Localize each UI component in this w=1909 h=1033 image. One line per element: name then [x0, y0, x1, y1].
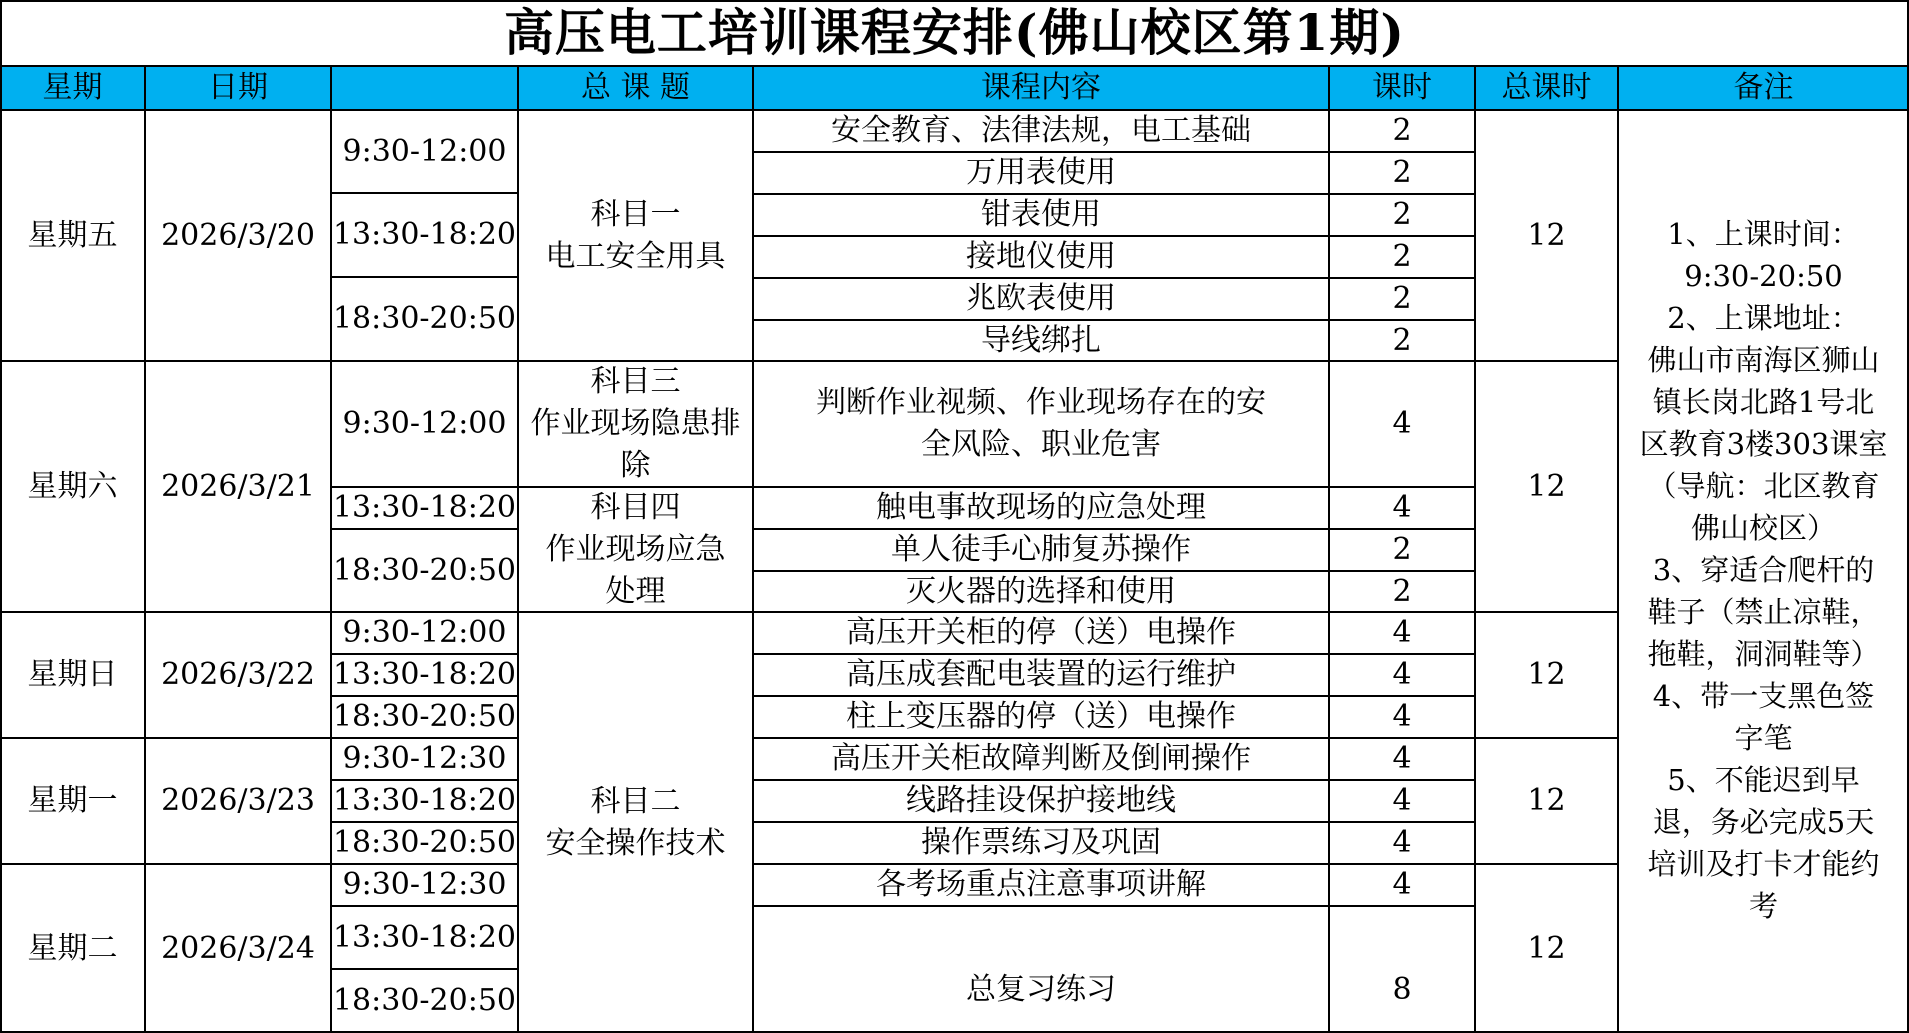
total-hours-cell: 12 — [1527, 217, 1566, 253]
grid-line — [331, 276, 518, 278]
grid-line — [331, 695, 518, 697]
grid-line — [331, 486, 518, 488]
subject-cell: 科目四 作业现场应急 处理 — [545, 489, 726, 609]
grid-line — [331, 737, 518, 739]
grid-line — [331, 653, 518, 655]
course-hours: 2 — [1392, 322, 1412, 358]
total-hours-cell: 12 — [1527, 468, 1566, 504]
total-hours-cell: 12 — [1527, 783, 1566, 818]
grid-line — [753, 653, 1475, 655]
course-hours: 4 — [1392, 657, 1412, 692]
grid-line — [753, 151, 1475, 153]
grid-line — [1328, 66, 1330, 1033]
border-line — [0, 65, 1909, 67]
course-hours: 4 — [1392, 867, 1412, 902]
total-hours-cell: 12 — [1527, 657, 1566, 692]
grid-line — [753, 737, 1475, 739]
border-line — [0, 0, 2, 1033]
time-slot: 18:30-20:50 — [332, 983, 517, 1018]
grid-line — [753, 277, 1475, 279]
course-hours: 4 — [1392, 741, 1412, 776]
grid-line — [518, 360, 753, 362]
date-cell: 2026/3/21 — [161, 468, 315, 504]
grid-line — [331, 192, 518, 194]
grid-line — [1475, 611, 1618, 613]
course-content: 总复习练习 — [966, 971, 1116, 1007]
course-hours: 4 — [1392, 615, 1412, 650]
grid-line — [331, 821, 518, 823]
course-content: 接地仪使用 — [966, 239, 1116, 274]
course-content: 柱上变压器的停（送）电操作 — [846, 699, 1236, 734]
grid-line — [1475, 360, 1618, 362]
grid-line — [331, 360, 518, 362]
grid-line — [753, 528, 1475, 530]
course-content: 触电事故现场的应急处理 — [876, 490, 1206, 525]
time-slot: 9:30-12:30 — [342, 867, 507, 902]
time-slot: 18:30-20:50 — [332, 301, 517, 336]
course-hours: 4 — [1392, 699, 1412, 734]
grid-line — [331, 863, 518, 865]
page-title: 高压电工培训课程安排(佛山校区第1期) — [503, 3, 1406, 62]
day-cell: 星期二 — [27, 930, 118, 966]
course-content: 高压开关柜故障判断及倒闸操作 — [831, 741, 1251, 776]
grid-line — [1475, 863, 1618, 865]
grid-line — [331, 905, 518, 907]
day-cell: 星期一 — [27, 783, 118, 818]
grid-line — [331, 611, 518, 613]
grid-line — [753, 570, 1475, 572]
course-content: 导线绑扎 — [981, 322, 1101, 358]
course-content: 各考场重点注意事项讲解 — [876, 867, 1206, 902]
course-hours: 4 — [1392, 825, 1412, 860]
grid-line — [753, 695, 1475, 697]
course-content: 安全教育、法律法规，电工基础 — [831, 113, 1251, 148]
date-cell: 2026/3/23 — [161, 783, 315, 818]
course-content: 灭火器的选择和使用 — [906, 573, 1176, 609]
grid-line — [753, 193, 1475, 195]
grid-line — [331, 968, 518, 970]
time-slot: 9:30-12:00 — [342, 406, 507, 441]
course-content: 兆欧表使用 — [966, 281, 1116, 316]
subject-cell: 科目三 作业现场隐患排 除 — [530, 364, 741, 483]
grid-line — [753, 235, 1475, 237]
grid-line — [1617, 66, 1619, 1033]
date-cell: 2026/3/24 — [161, 930, 315, 966]
time-slot: 13:30-18:20 — [332, 490, 517, 525]
grid-line — [517, 66, 519, 1033]
time-slot: 13:30-18:20 — [332, 919, 517, 955]
header-hours: 课时 — [1329, 66, 1475, 110]
time-slot: 13:30-18:20 — [332, 657, 517, 692]
day-cell: 星期六 — [27, 468, 118, 504]
header-total-hours: 总课时 — [1475, 66, 1618, 110]
time-slot: 13:30-18:20 — [332, 217, 517, 252]
course-content: 单人徒手心肺复苏操作 — [891, 532, 1191, 567]
grid-line — [144, 66, 146, 1033]
day-cell: 星期日 — [27, 657, 118, 692]
grid-line — [1475, 737, 1618, 739]
course-content: 万用表使用 — [966, 155, 1116, 190]
course-content: 线路挂设保护接地线 — [906, 783, 1176, 818]
header-subject: 总 课 题 — [518, 66, 753, 110]
course-hours: 2 — [1392, 281, 1412, 316]
course-hours: 4 — [1392, 406, 1412, 441]
header-time — [331, 66, 518, 110]
course-hours: 2 — [1392, 573, 1412, 609]
time-slot: 13:30-18:20 — [332, 783, 517, 818]
course-content: 高压开关柜的停（送）电操作 — [846, 615, 1236, 650]
course-hours: 2 — [1392, 113, 1412, 148]
time-slot: 18:30-20:50 — [332, 552, 517, 588]
time-slot: 9:30-12:00 — [342, 615, 507, 650]
grid-line — [753, 319, 1475, 321]
time-slot: 9:30-12:30 — [342, 741, 507, 776]
grid-line — [753, 821, 1475, 823]
grid-line — [330, 66, 332, 1033]
course-content: 操作票练习及巩固 — [921, 825, 1161, 860]
total-hours-cell: 12 — [1527, 930, 1566, 966]
subject-cell: 科目二 安全操作技术 — [545, 783, 726, 861]
time-slot: 9:30-12:00 — [342, 133, 507, 169]
course-hours: 2 — [1392, 197, 1412, 232]
grid-line — [518, 486, 753, 488]
time-slot: 18:30-20:50 — [332, 825, 517, 860]
grid-line — [331, 779, 518, 781]
header-day: 星期 — [0, 66, 145, 110]
date-cell: 2026/3/22 — [161, 657, 315, 692]
course-hours: 2 — [1392, 155, 1412, 190]
header-notes: 备注 — [1618, 66, 1909, 110]
grid-line — [0, 360, 331, 362]
course-content: 判断作业视频、作业现场存在的安 全风险、职业危害 — [816, 385, 1266, 462]
grid-line — [0, 611, 331, 613]
grid-line — [753, 863, 1475, 865]
grid-line — [753, 611, 1475, 613]
grid-line — [331, 528, 518, 530]
grid-line — [518, 611, 753, 613]
grid-line — [1474, 66, 1476, 1033]
grid-line — [0, 737, 331, 739]
course-hours: 8 — [1392, 971, 1412, 1007]
grid-line — [0, 863, 331, 865]
header-content: 课程内容 — [753, 66, 1329, 110]
course-hours: 4 — [1392, 783, 1412, 818]
grid-line — [753, 779, 1475, 781]
course-content: 高压成套配电装置的运行维护 — [846, 657, 1236, 692]
subject-cell: 科目一 电工安全用具 — [545, 196, 726, 274]
grid-line — [753, 905, 1475, 907]
grid-line — [752, 66, 754, 1033]
day-cell: 星期五 — [27, 217, 118, 253]
grid-line — [753, 360, 1475, 362]
header-date: 日期 — [145, 66, 331, 110]
border-line — [0, 0, 1909, 2]
notes-cell: 1、上课时间： 9:30-20:50 2、上课地址： 佛山市南海区狮山 镇长岗北路1号北 区教育3楼303课室 （导航：北区教育 佛山校区） 3、穿适合爬杆的 鞋子（禁止凉鞋， 拖鞋，洞洞鞋等） 4、带一支黑色签 字笔 5、不能迟到早 退，务必完成5天 培训及打卡才能约 考 — [1639, 217, 1888, 923]
time-slot: 18:30-20:50 — [332, 699, 517, 734]
course-content: 钳表使用 — [981, 197, 1101, 232]
course-hours: 4 — [1392, 490, 1412, 525]
border-line — [0, 109, 1909, 111]
course-hours: 2 — [1392, 532, 1412, 567]
date-cell: 2026/3/20 — [161, 217, 315, 253]
grid-line — [753, 486, 1475, 488]
course-hours: 2 — [1392, 239, 1412, 274]
